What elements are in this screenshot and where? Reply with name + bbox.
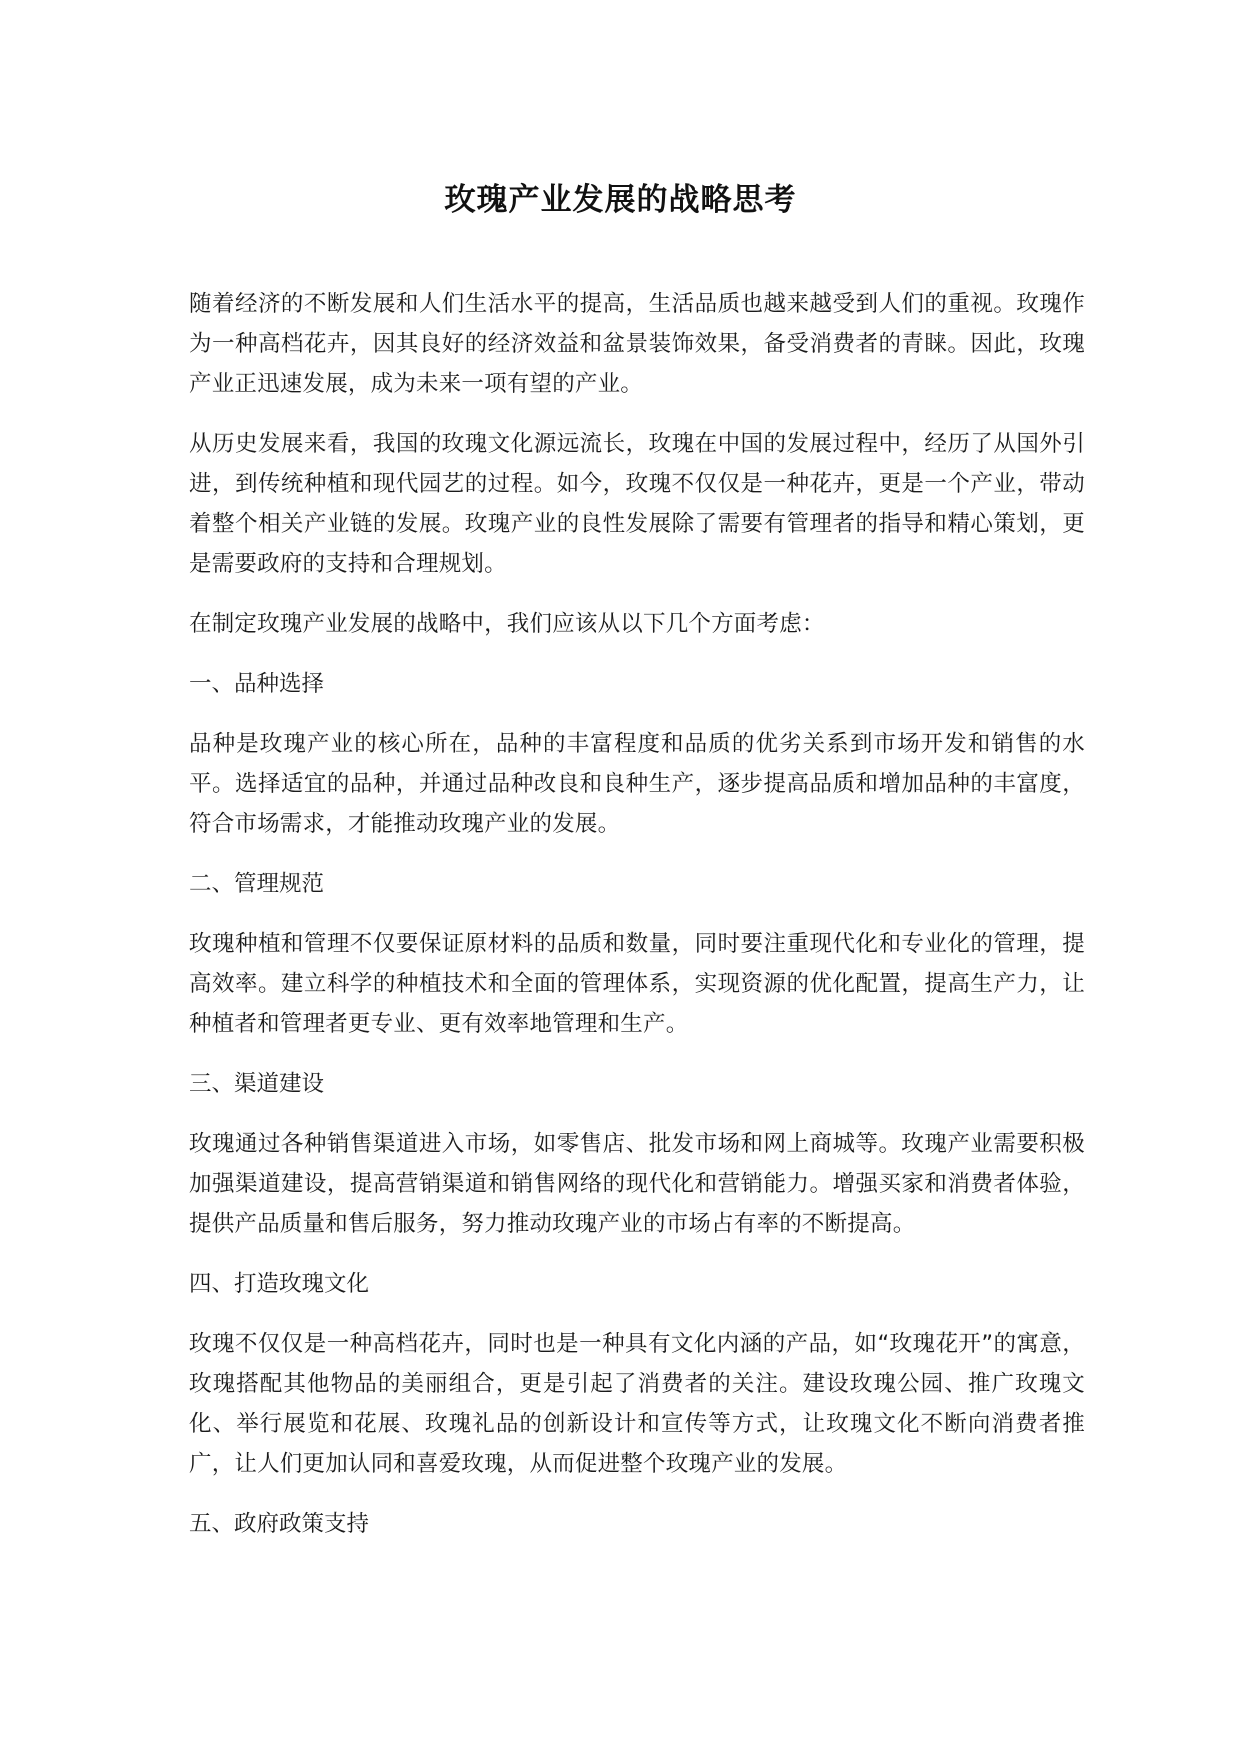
paragraph-history: 从历史发展来看，我国的玫瑰文化源远流长，玫瑰在中国的发展过程中，经历了从国外引进，到传统种植和现代园艺的过程。如今，玫瑰不仅仅是一种花卉，更是一个产业，带动着整个相关产业链的发展。玫瑰产业的良性发展除了需要有管理者的指导和精心策划，更是需要政府的支持和合理规划。 (189, 431, 1085, 577)
section-heading-policy: 五、政府政策支持 (189, 1511, 370, 1537)
document-body (189, 284, 1085, 1564)
paragraph-intro: 随着经济的不断发展和人们生活水平的提高，生活品质也越来越受到人们的重视。玫瑰作为一种高档花卉，因其良好的经济效益和盆景装饰效果，备受消费者的青睐。因此，玫瑰产业正迅速发展，成为未来一项有望的产业。 (189, 291, 1085, 397)
paragraph-strategy-lead: 在制定玫瑰产业发展的战略中，我们应该从以下几个方面考虑： (189, 611, 825, 637)
section-heading-variety: 一、品种选择 (189, 671, 325, 697)
paragraph-variety: 品种是玫瑰产业的核心所在，品种的丰富程度和品质的优劣关系到市场开发和销售的水平。选择适宜的品种，并通过品种改良和良种生产，逐步提高品质和增加品种的丰富度，符合市场需求，才能推动玫瑰产业的发展。 (189, 731, 1085, 837)
section-heading-culture: 四、打造玫瑰文化 (189, 1271, 370, 1297)
paragraph-channels: 玫瑰通过各种销售渠道进入市场，如零售店、批发市场和网上商城等。玫瑰产业需要积极加强渠道建设，提高营销渠道和销售网络的现代化和营销能力。增强买家和消费者体验，提供产品质量和售后服务，努力推动玫瑰产业的市场占有率的不断提高。 (189, 1131, 1085, 1237)
section-heading-channels: 三、渠道建设 (189, 1071, 325, 1097)
paragraph-culture: 玫瑰不仅仅是一种高档花卉，同时也是一种具有文化内涵的产品，如“玫瑰花开”的寓意，玫瑰搭配其他物品的美丽组合，更是引起了消费者的关注。建设玫瑰公园、推广玫瑰文化、举行展览和花展、玫瑰礼品的创新设计和宣传等方式，让玫瑰文化不断向消费者推广，让人们更加认同和喜爱玫瑰，从而促进整个玫瑰产业的发展。 (189, 1331, 1085, 1477)
document-title: 玫瑰产业发展的战略思考 (444, 182, 797, 218)
paragraph-management: 玫瑰种植和管理不仅要保证原材料的品质和数量，同时要注重现代化和专业化的管理，提高效率。建立科学的种植技术和全面的管理体系，实现资源的优化配置，提高生产力，让种植者和管理者更专业、更有效率地管理和生产。 (189, 931, 1085, 1037)
section-heading-management: 二、管理规范 (189, 871, 325, 897)
